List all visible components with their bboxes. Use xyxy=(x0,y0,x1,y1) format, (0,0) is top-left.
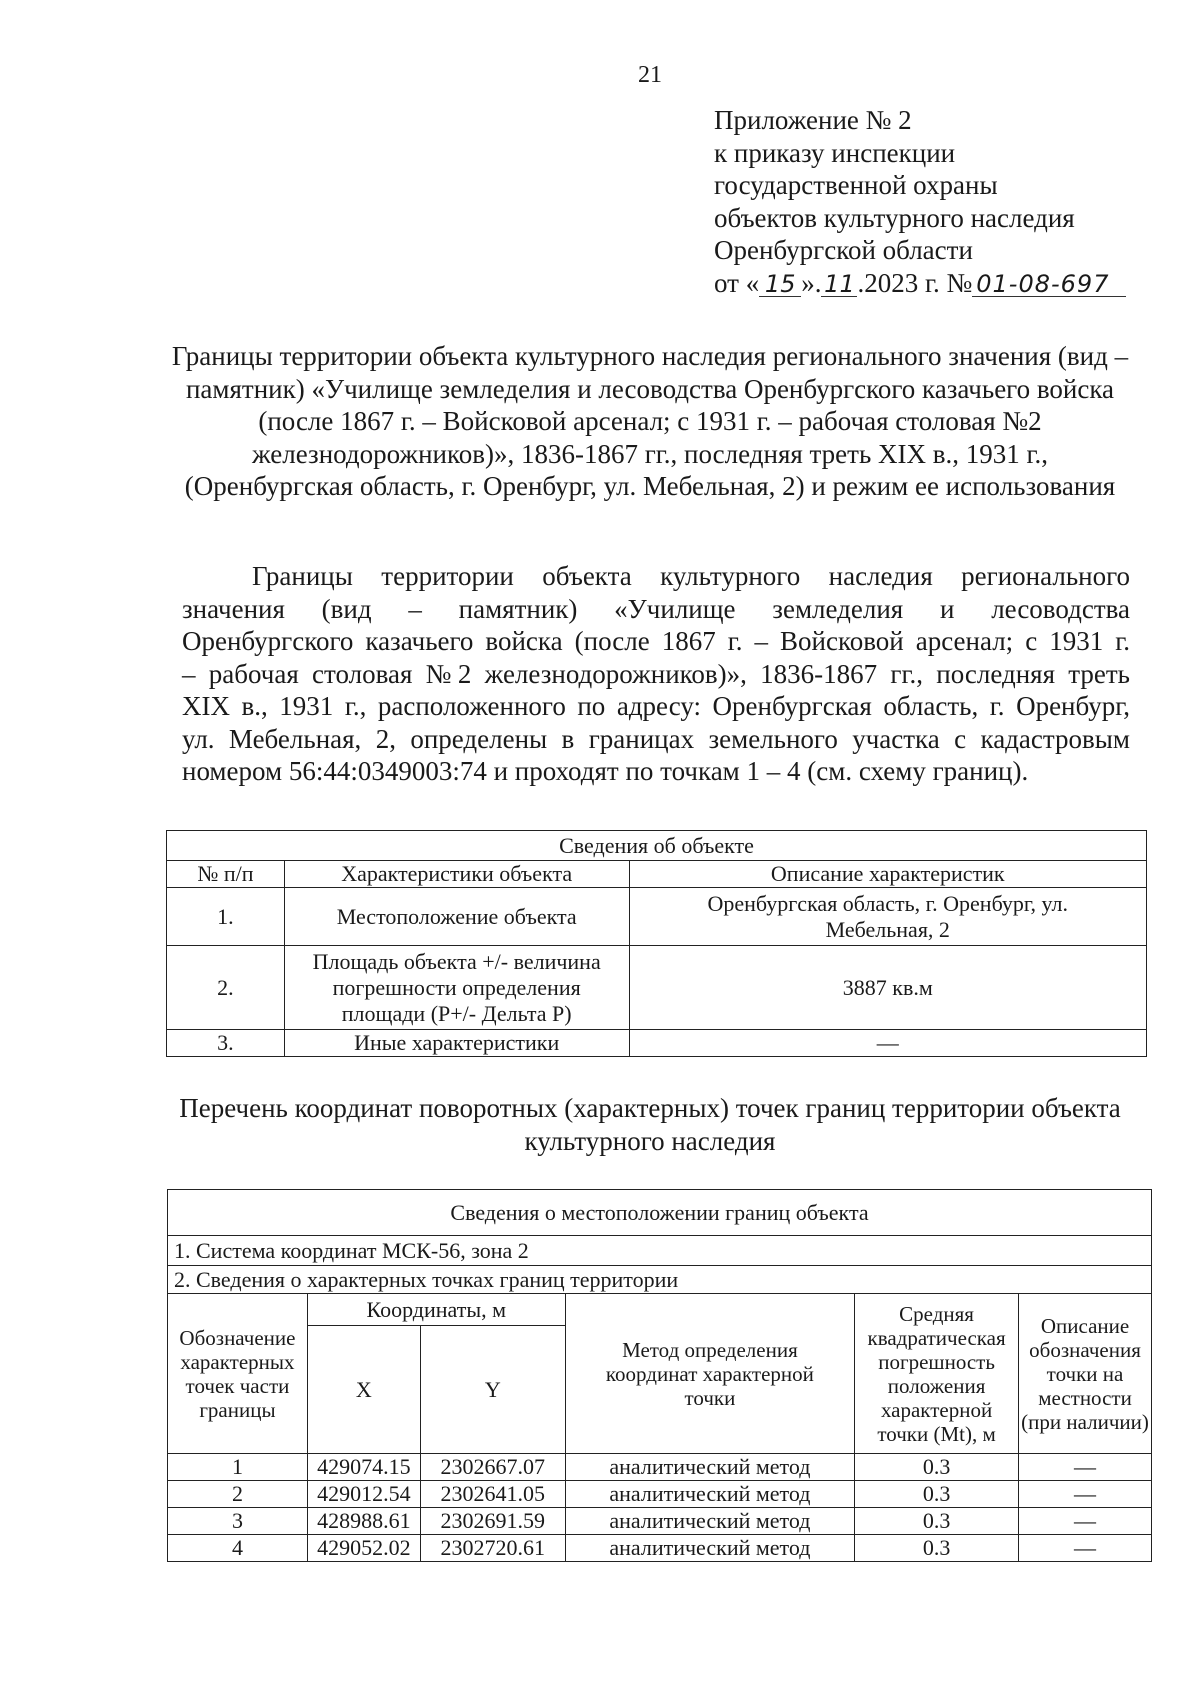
point-description: — xyxy=(1019,1481,1152,1508)
appendix-line: Оренбургской области xyxy=(714,235,973,266)
coordinates-section-title: Перечень координат поворотных (характерных) точек границ территории объекта культурного наследия xyxy=(179,1093,1121,1156)
column-header-coordinates: Координаты, м xyxy=(307,1294,565,1326)
column-header: Описание характеристик xyxy=(629,861,1146,888)
handwritten-order-number: 01-08-697 xyxy=(972,272,1126,297)
page-number: 21 xyxy=(638,62,662,88)
point-method: аналитический метод xyxy=(565,1508,854,1535)
body-line: – рабочая столовая №2 железнодорожников)», 1836-1867 гг., последняя треть xyxy=(182,658,1130,689)
body-line: значения (вид – памятник) «Училище земледелия и лесоводства xyxy=(182,593,1130,624)
point-x: 429052.02 xyxy=(307,1535,420,1562)
body-line: XIX в., 1931 г., расположенного по адресу: Оренбургская область, г. Оренбург, xyxy=(182,691,1130,721)
point-id: 4 xyxy=(168,1535,308,1562)
point-description: — xyxy=(1019,1508,1152,1535)
point-y: 2302720.61 xyxy=(420,1535,565,1562)
point-y: 2302667.07 xyxy=(420,1454,565,1481)
column-header: Характеристики объекта xyxy=(284,861,629,888)
body-line: ул. Мебельная, 2, определены в границах земельного участка с кадастровым xyxy=(182,723,1130,754)
handwritten-month: 11 xyxy=(821,272,857,297)
point-id: 2 xyxy=(168,1481,308,1508)
point-y: 2302641.05 xyxy=(420,1481,565,1508)
object-info-table xyxy=(166,830,1147,1057)
point-y: 2302691.59 xyxy=(420,1508,565,1535)
point-method: аналитический метод xyxy=(565,1454,854,1481)
table-caption: Сведения об объекте xyxy=(167,831,1147,861)
body-line: Границы территории объекта культурного наследия регионального xyxy=(252,561,1130,591)
body-line: номером 56:44:0349003:74 и проходят по точкам 1 – 4 (см. схему границ). xyxy=(182,756,1029,786)
point-error: 0.3 xyxy=(855,1508,1019,1535)
column-header: № п/п xyxy=(167,861,285,888)
date-separator: ». xyxy=(801,267,822,298)
table-row xyxy=(168,1454,1152,1481)
appendix-line: объектов культурного наследия xyxy=(714,202,1075,233)
appendix-line: к приказу инспекции xyxy=(714,137,956,168)
body-line: Оренбургского казачьего войска (после 1867 г. – Войсковой арсенал; с 1931 г. xyxy=(182,626,1130,656)
point-method: аналитический метод xyxy=(565,1535,854,1562)
table-cell: 3887 кв.м xyxy=(629,946,1146,1030)
table-cell: 1. xyxy=(167,888,285,946)
date-prefix: от « xyxy=(714,267,760,298)
table-cell: Оренбургская область, г. Оренбург, ул. Мебельная, 2 xyxy=(629,888,1146,946)
table-row xyxy=(168,1535,1152,1562)
coordinates-table xyxy=(167,1189,1152,1562)
table-cell: Иные характеристики xyxy=(284,1030,629,1057)
point-description: — xyxy=(1019,1535,1152,1562)
column-header-designation: Обозначение характерных точек части границы xyxy=(168,1294,308,1454)
handwritten-day: 15 xyxy=(759,272,801,297)
table-cell: Площадь объекта +/- величина погрешности определения площади (P+/- Дельта P) xyxy=(284,946,629,1030)
point-x: 429012.54 xyxy=(307,1481,420,1508)
table-caption: Сведения о местоположении границ объекта xyxy=(168,1190,1152,1236)
point-error: 0.3 xyxy=(855,1481,1019,1508)
points-caption: 2. Сведения о характерных точках границ территории xyxy=(168,1266,1152,1294)
point-id: 1 xyxy=(168,1454,308,1481)
point-method: аналитический метод xyxy=(565,1481,854,1508)
point-error: 0.3 xyxy=(855,1454,1019,1481)
column-header-x: X xyxy=(307,1326,420,1454)
appendix-line: Приложение № 2 xyxy=(714,105,912,135)
point-x: 428988.61 xyxy=(307,1508,420,1535)
column-header-error: Средняя квадратическая погрешность положения характерной точки (Mt), м xyxy=(855,1294,1019,1454)
point-x: 429074.15 xyxy=(307,1454,420,1481)
table-cell: 2. xyxy=(167,946,285,1030)
table-cell: Местоположение объекта xyxy=(284,888,629,946)
order-date-line xyxy=(714,267,1126,300)
coordinate-system: 1. Система координат МСК-56, зона 2 xyxy=(168,1236,1152,1266)
point-error: 0.3 xyxy=(855,1535,1019,1562)
table-cell: — xyxy=(629,1030,1146,1057)
point-description: — xyxy=(1019,1454,1152,1481)
column-header-method: Метод определения координат характерной точки xyxy=(565,1294,854,1454)
appendix-line: государственной охраны xyxy=(714,170,998,201)
point-id: 3 xyxy=(168,1508,308,1535)
appendix-header xyxy=(714,104,1126,300)
body-paragraph xyxy=(182,560,1130,788)
column-header-description: Описание обозначения точки на местности (при наличии) xyxy=(1019,1294,1152,1454)
table-row xyxy=(168,1508,1152,1535)
document-title: Границы территории объекта культурного наследия регионального значения (вид – памятник) «Училище земледелия и лесоводства Оренбургского казачьего войска (после 1867 г. – Войсковой арсенал; с 1931 г. – рабочая столовая №2 железнодорожников)», 1836-1867 гг., последняя треть XIX в., 1931 г., (Оренбургская область, г. Оренбург, ул. Мебельная, 2) и режим ее использования xyxy=(171,341,1129,501)
column-header-y: Y xyxy=(420,1326,565,1454)
table-cell: 3. xyxy=(167,1030,285,1057)
date-year: .2023 г. № xyxy=(857,267,973,298)
table-row xyxy=(168,1481,1152,1508)
